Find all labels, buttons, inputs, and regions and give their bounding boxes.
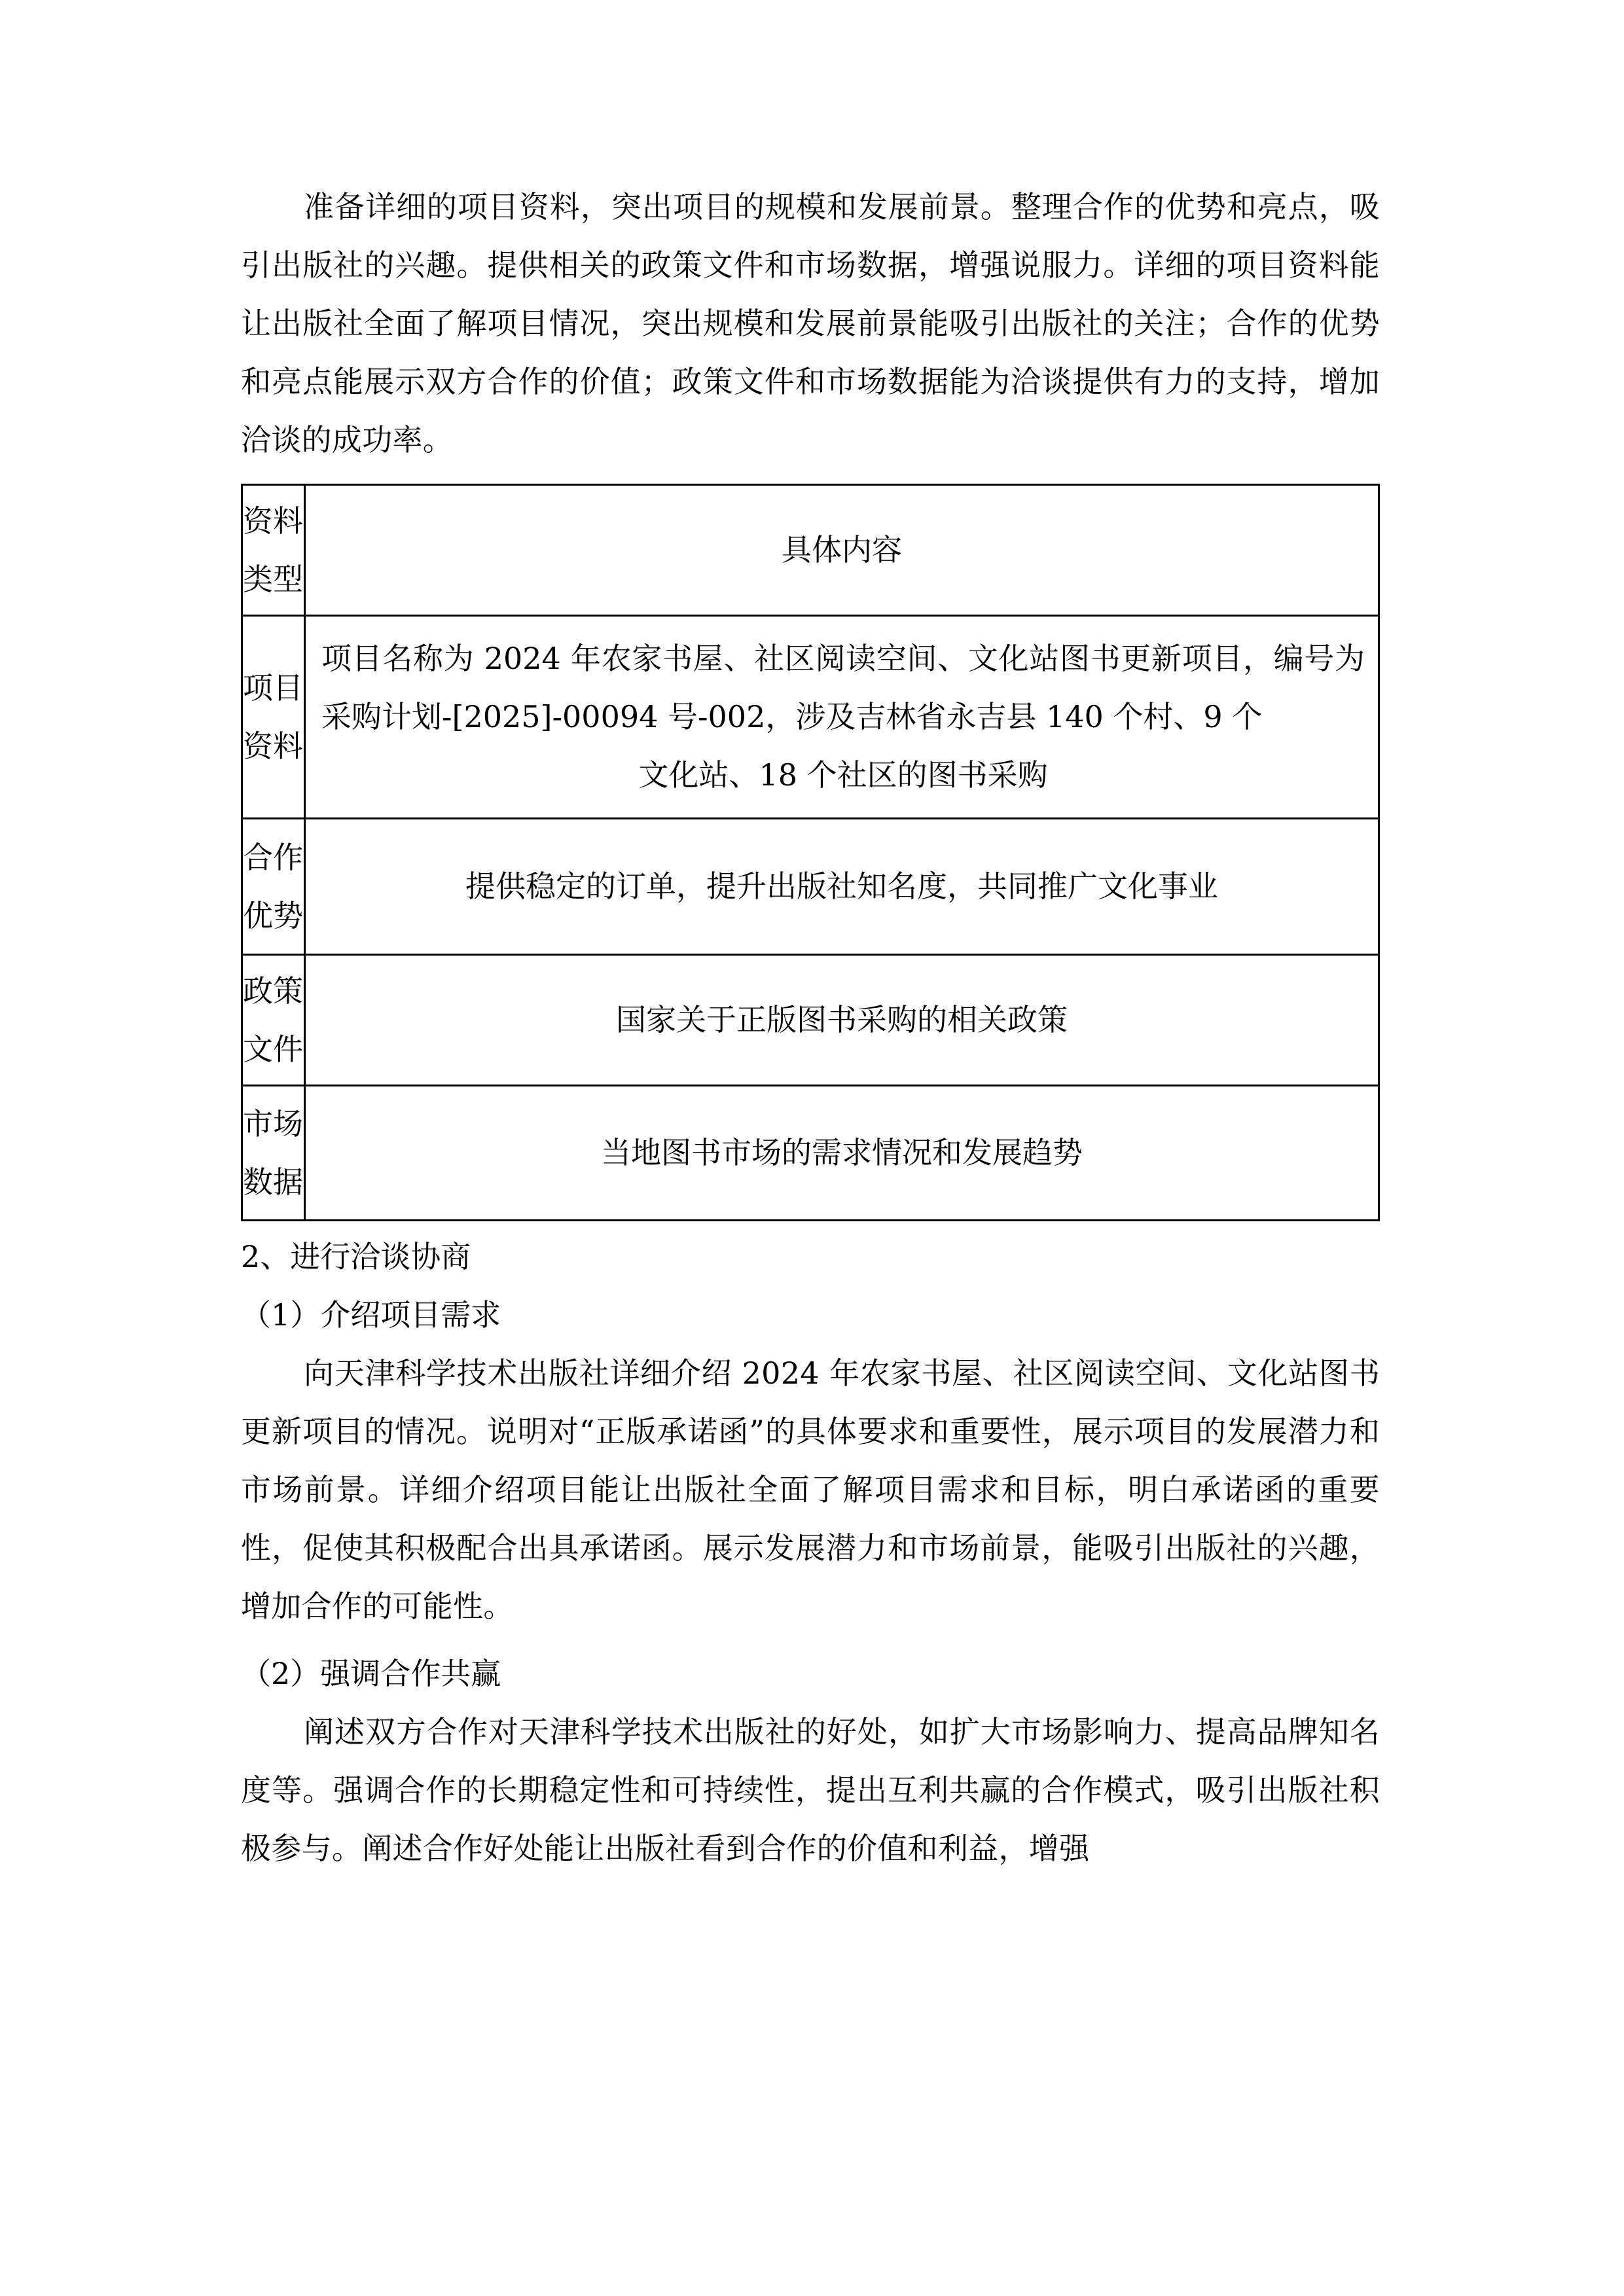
- section-2-1-paragraph: 向天津科学技术出版社详细介绍 2024 年农家书屋、社区阅读空间、文化站图书更新项目的情况。说明对“正版承诺函”的具体要求和重要性，展示项目的发展潜力和市场前景。详细介绍项目能让出版社全面了解项目需求和目标，明白承诺函的重要性，促使其积极配合出具承诺函。展示发展潜力和市场前景，能吸引出版社的兴趣，增加合作的可能性。: [241, 1355, 1380, 1624]
- table-cell-content-last-line: 文化站、18 个社区的图书采购: [638, 757, 1048, 793]
- section-2-2-heading: （2）强调合作共赢: [241, 1656, 501, 1691]
- section-2-heading: 2、进行洽谈协商: [241, 1239, 471, 1274]
- table-row: [242, 616, 1379, 819]
- table-header-row: [242, 485, 1379, 616]
- intro-paragraph: 准备详细的项目资料，突出项目的规模和发展前景。整理合作的优势和亮点，吸引出版社的兴趣。提供相关的政策文件和市场数据，增强说服力。详细的项目资料能让出版社全面了解项目情况，突出规模和发展前景能吸引出版社的关注；合作的优势和亮点能展示双方合作的价值；政策文件和市场数据能为洽谈提供有力的支持，增加洽谈的成功率。: [241, 189, 1380, 457]
- page-content: [241, 178, 1380, 1878]
- table-row: [242, 1086, 1379, 1221]
- table-cell-content: 国家关于正版图书采购的相关政策: [305, 955, 1379, 1086]
- table-cell-type: 市场数据: [242, 1086, 305, 1221]
- table-header-type-column: 资料类型: [242, 485, 305, 616]
- table-cell-type: 项目资料: [242, 616, 305, 819]
- table-cell-type: 合作优势: [242, 819, 305, 955]
- table-row: [242, 819, 1379, 955]
- table-row: [242, 955, 1379, 1086]
- section-2-2-paragraph: 阐述双方合作对天津科学技术出版社的好处，如扩大市场影响力、提高品牌知名度等。强调合作的长期稳定性和可持续性，提出互利共赢的合作模式，吸引出版社积极参与。阐述合作好处能让出版社看到合作的价值和利益，增强: [241, 1714, 1380, 1866]
- section-2-1-heading: （1）介绍项目需求: [241, 1297, 501, 1333]
- materials-table: [241, 484, 1380, 1221]
- table-cell-content: [305, 616, 1379, 819]
- table-cell-content-main: 项目名称为 2024 年农家书屋、社区阅读空间、文化站图书更新项目，编号为采购计划-[2025]-00094 号-002，涉及吉林省永吉县 140 个村、9 个: [321, 641, 1365, 734]
- table-cell-content: 当地图书市场的需求情况和发展趋势: [305, 1086, 1379, 1221]
- table-header-content-column: 具体内容: [305, 485, 1379, 616]
- table-cell-type: 政策文件: [242, 955, 305, 1086]
- table-cell-content: 提供稳定的订单，提升出版社知名度，共同推广文化事业: [305, 819, 1379, 955]
- paragraph-spacer: [241, 1636, 1380, 1645]
